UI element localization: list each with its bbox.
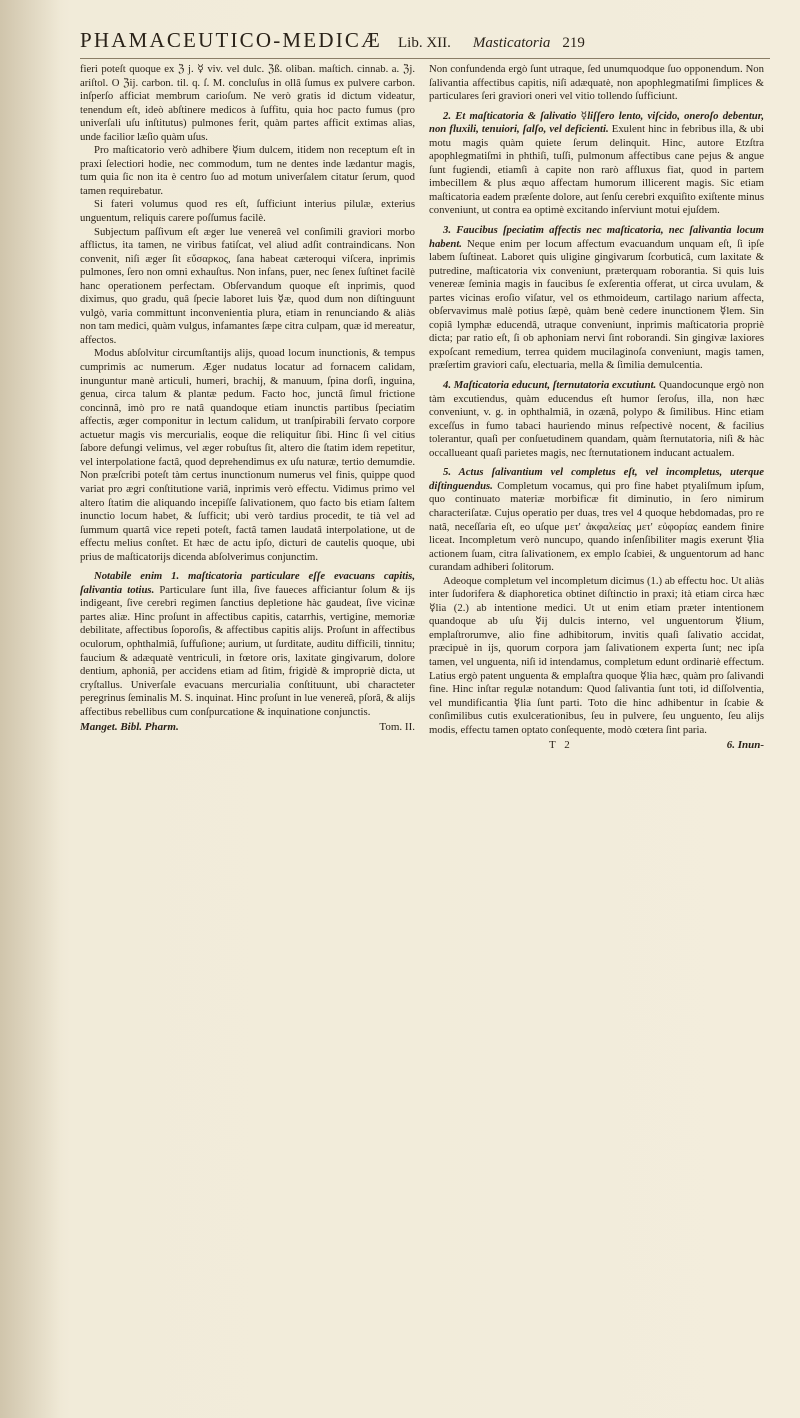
left-column [80,63,415,753]
left-paragraph [80,198,415,225]
paragraph-text: fieri poteſt quoque ex ℨ j. ☿ viv. vel dulc. ℨß. oliban. maſtich. cinnab. a. ℨj. ariſtol. O ℨij. carbon. til. q. ſ. M. concluſus in ollâ ſumus ex pulvere carbon. inſperſo afficiat membrum carioſum. Ne verò gratis id dictum videatur, tenendum eſt, ideò abſtinere medicos à ſuffitu, quia hoc pacto fumus (pro univerſali uſu inſtitutus) pulmones ferit, quàm partes afficit extimas alias, unde facilior læſio quàm uſus. [80,63,415,143]
paragraph-text: Adeoque completum vel incompletum dicimus (1.) ab effectu hoc. Ut aliàs inter ſudorifera & diaphoretica obtinet diſtinctio in praxi; ità etiam circa hæc ☿lia (2.) ab intentione medici. Ut ut enim etiam præter intentionem quandoque ab uſu ☿ij dulcis interno, vel unguentorum ☿lium, emplaſtrorumve, alio fine adhibitorum, invitis quaſi ſalivatio accidat, præcipuè in ijs, quorum corpora jam ſalivationem expertа ſunt; nec ipſa tamen, vel unguenta, niſi id intendamus, completum edunt ordinariè effectum. Latius ergò patent unguenta & emplaſtra quoque ☿lia hæc, quàm pro ſalivandi fine. Hinc inſtar regulæ notandum: Quod ſalivantia ſunt toti, id diſſolventia, vel mundificantia ☿lia ſunt parti. Toto die hinc adhibentur in ſcabie & conſimilibus cutis exulcerationibus, ſeu in pulvere, ſeu unguento, ſeu alijs modis, effectu tamen optato conſequente, modò cœtera ſint paria. [429,574,764,736]
right-paragraph [429,575,764,738]
paragraph-lead: Notabile enim 1. maſticatoria particulare eſſe evacuans capitis, ſalivantia totius. [80,570,415,596]
right-paragraph [429,466,764,574]
page-footer-right [429,739,764,753]
section-title: Masticatoria [472,35,551,51]
paragraph-text: Si fateri volumus quod res eſt, ſufficiunt interius pilulæ, exterius unguentum, reliquis carere poſſumus facilè. [80,198,415,225]
paragraph-text: Neque enim per locum affectum evacuandum unquam eſt, ſi ipſe labem ſuſtineat. Laboret quis uligine gingivarum ſcorbuticâ, cum laxitate & putredine, maſticatoria vix conveniunt, præterquam roborantia. Si quis luis venereæ ſeminia magis in faucibus ſe exſerentia offerat, ut circa uvulam, & partes vicinas eroſio viſatur, vel os ethmoideum, cartilago narium affecta, obſervavimus malè potius ſæpè, quàm benè cedere inunctionem ☿lem. Sin copiâ lymphæ educendâ, utraque conveniunt, inprimis maſticatoria propriè dicta; par ratio eſt, ſi ob aphoniam nervi ſint roborandi. Sin gingivæ laxiores expoſcant remedium, terrea quidem mucilaginoſa conveniunt, magis tamen, præſertim graviori caſu, electuaria, mella & ſimilia demulcentia. [429,237,764,372]
right-paragraph [429,110,764,218]
right-paragraph [429,224,764,373]
text-columns [80,63,770,753]
gutter-shadow [0,0,60,1418]
book-number: Lib. XII. [397,35,451,51]
footer-source: Manget. Bibl. Pharm. [80,721,179,734]
paragraph-text: Particulare ſunt illa, ſive faueces afficiantur ſolum & ijs indigeant, ſive cerebri regimen ſanctius depletione hàc gaudeat, ſive vicinæ partes aliæ. Hinc proſunt in affectibus capitis, catarrhis, vertigine, memoriæ debilitate, affectibus ſoporoſis, & affectibus capitis alijs. Proſunt in affectibus oculorum, ophthalmiâ, ſuffuſione; aurium, ut ſurditate, auditu difficili, tinnitu; faucium & adæquatè ventriculi, in fœtore oris, laxitate gingivarum, dolore dentium, aphoniâ, per accidens etiam ad ſitim, frigidè & impropriè dicta, ut cryſtallus. Univerſale evacuans mercurialia conſtituunt, ubi characteter peregrinus ſeminalis M. S. inquinat. Hinc proſunt in lue venereâ, pſorâ, & alijs affectibus rebellibus cum conſpurcatione & inquinatione conjunctis. [80,583,415,718]
paragraph-lead: 2. Et maſticatoria & ſalivatio ☿liſſero lento, viſcido, oneroſo debentur, non fluxili, tenuiori, ſalſo, vel deficienti. [429,109,764,136]
paragraph-text: Quandocunque ergò non tàm excutiendus, quàm educendus eſt humor ſeroſus, illa, non hæc conveniunt, v. g. in ophthalmiâ, in ozænâ, polypo & ſimilibus. Hinc etiam exceſſus in fumo tabaci hauriendo minus reſpectivè nocent, & facilius tolerantur, quaſi per conſuetudinem quandam, quàm ſternutatoria, niſi & hàc occallueant quaſi parietes magis, nec ſternutationem inducant actualem. [429,379,764,459]
footer-volume: Tom. II. [379,721,415,734]
paragraph-text: Exulent hinc in febribus illa, & ubi motu magis quàm quiete ſerum delinquit. Hinc, autore Etzſtra apophlegmatiſmi in phthiſi, tuſſi, pulmonum affectibus cane pejus & angue ſunt fugiendi, etiamſi à capite non rarò affluxus fiat, quod in partem imbecillem & plus æquo affectam humorum illicerent magis. Sic etiam maſticatoria eadem præſente dolore, aut ſenſu cerebri exquiſito exiſtente minus conveniunt, ut contra ea optimè excitando inſerviunt motui ejuſdem. [429,123,764,217]
page-number: 219 [562,35,585,51]
paragraph-text: Completum vocamus, qui pro fine habet ptyaliſmum ipſum, quo continuato materiæ morbificæ fit diminutio, in ſero nimirum characteriſatæ. Cujus operatio per duas, tres vel 4 quoque hebdomadas, pro re natâ, neceſſaria eſt, eo uſque μετ' ἀκφαλείας μετ' εὐφορίας eandem finire liceat. Incompletum verò nuncupo, quando inſenſibiliter magis exerunt ☿lia actionem ſuam, citra ſalivationem, ex emplo ſcabiei, & unguentorum ad hanc curandam adhiberi ſolitorum. [429,479,764,574]
paragraph-lead: 3. Faucibus ſpeciatim affectis nec maſticatoria, nec ſalivantia locum habent. [429,224,764,250]
right-paragraph [429,379,764,460]
left-paragraph [80,63,415,144]
running-head [80,28,770,59]
catchword: 6. Inun- [726,739,764,752]
left-paragraph [80,347,415,564]
signature-mark: T 2 [549,739,573,752]
paragraph-lead: 4. Maſticatoria educunt, ſternutatoria excutiunt. [443,379,657,392]
right-paragraph [429,63,764,104]
paragraph-lead: 5. Actus ſalivantium vel completus eſt, vel incompletus, uterque diſtinguendus. [429,466,764,492]
paragraph-text: Modus abſolvitur circumſtantijs alijs, quoad locum inunctionis, & tempus cumprimis ac numerum. Æger nudatus locatur ad fornacem calidam, inunguntur manè articuli, humeri, brachij, & manuum, ſpina dorſi, inguina, genua, circa talum & plantæ pedum. Facto hoc, junctâ ſimul frictione concinnâ, imò pro re natâ quandoque etiam inunctis partibus ſpeciatim affectis, æger componitur in lectum calidum, ut tranſpirabili ſervato corpore actuetur magis vis mercurialis, eoque die reliquitur ſibi. Hinc ſi vel citius ſabore defungi velimus, vel æger robuſtus ſit, altero die ſtatim idem repetitur, vel interpolatione factâ, quod deprehendimus ex uſu naturæ, tertio demumdie. Non præſcribi poteſt tàm certus inunctionum numerus vel finis, quippe quod variat pro ægri conſtitutione variâ, inprimis verò effectu. Vidimus primo vel altero ſtatim die aliquando incepiſſe ſalivationem, quo facto bis etiam ſaltem inunctio locum habet, & ſufficit; ubi verò tardius procedit, te tià vel ad ſummum quartâ vice repeti poteſt, factâ tamen laudatâ interpolatione, ut de effectu melius conſtet. Et hæc de actu ipſo, dicturi de cautelis quoque, ubi prius de maſticatorijs dicenda abſolverimus conjunctim. [80,347,415,563]
paragraph-text: Subjectum paſſivum eſt æger lue venereâ vel conſimili graviori morbo afflictus, ita tamen, ne viribus fatiſcat, vel aliud adſit contraindicans. Non convenit, niſi æger ſit εὔσαρκος, ſana habeat cæteroqui viſcera, inprimis pulmones, ſero non omni exhauſtus. Non infans, puer, nec ſenex ſuſtinet facilè hanc operationem perfectam. Obſervandum quoque eſt inprimis, quod diximus, quo gradu, quâ ſpecie laboret luis ☿æ, quod dum non diſtinguunt vulgò, varia committunt inconvenientia plura, etiam in renunciando & aliàs non tam medici, quàm vulgus, infamantes ſæpe citra culpam, quæ id mereatur, affectos. [80,225,415,346]
left-paragraph [80,144,415,198]
page-footer-left [80,721,415,735]
left-paragraph [80,570,415,719]
left-paragraph [80,226,415,348]
paragraph-text: Non confundenda ergò ſunt utraque, ſed unumquodque ſuo opponendum. Non ſalivantia affectibus capitis, niſi adæquatè, non apophlegmatiſmi ſimplices & particulares ſeri graviori oneri vel vitio tollendo ſufficiunt. [429,63,764,103]
paragraph-text: Pro maſticatorio verò adhibere ☿ium dulcem, itidem non receptum eſt in praxi ſelectiori hodie, nec commodum, tum ne dentes inde lædantur magis, tum quia ſic non ita è centro ſuo ad motum univerſalem citatur ſerum, quod tamen requirebatur. [80,144,415,197]
running-title: PHAMACEUTICO-MEDICÆ [80,28,382,52]
right-column [429,63,764,753]
